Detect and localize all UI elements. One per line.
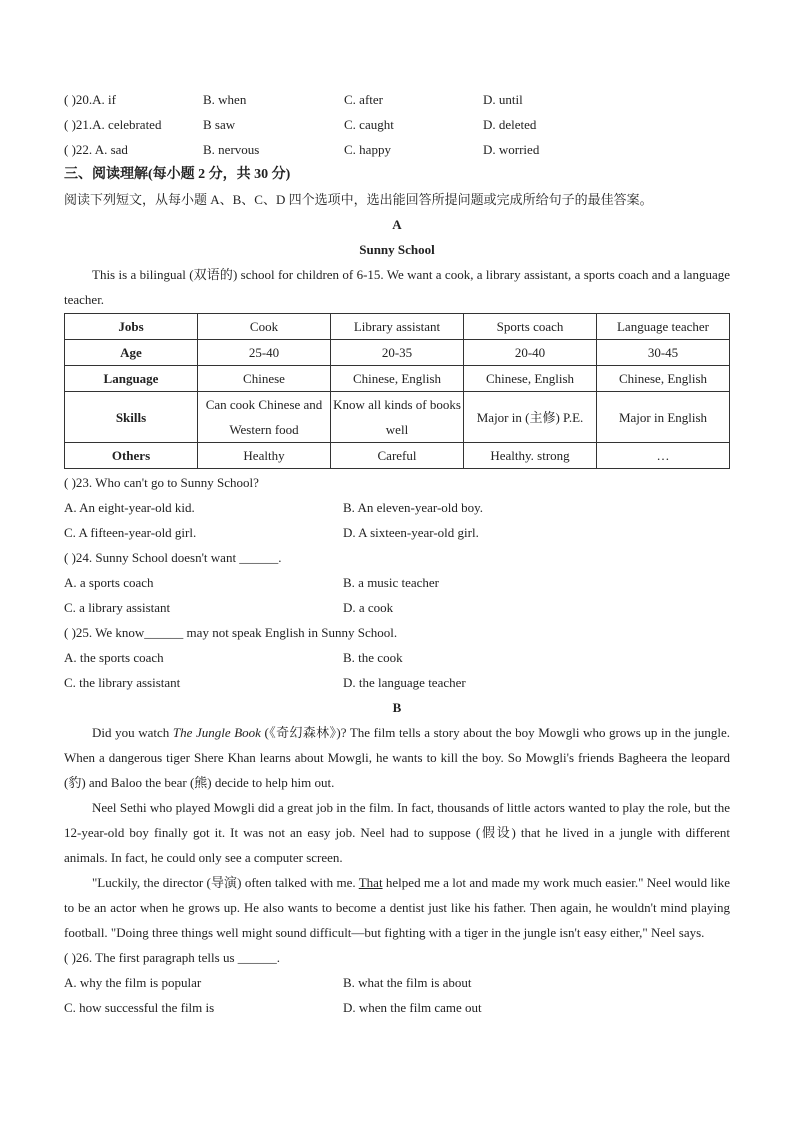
table-cell: Major in (主修) P.E.: [464, 392, 597, 443]
table-row: [65, 443, 730, 469]
table-header-cell: Language teacher: [597, 314, 730, 340]
section-instruction: 阅读下列短文，从每小题 A、B、C、D 四个选项中，选出能回答所提问题或完成所给句子的最佳答案。: [64, 192, 653, 207]
option-b: B. a music teacher: [343, 575, 440, 590]
section-title: 三、阅读理解(每小题 2 分，共 30 分): [64, 167, 291, 182]
question-stem: ( )22. A. sad: [64, 142, 128, 157]
options-row: [64, 520, 730, 545]
option-c: C. caught: [344, 117, 394, 132]
table-header-cell: Cook: [198, 314, 331, 340]
question-23: [64, 470, 730, 495]
text-run: Did you watch: [92, 725, 173, 740]
question-24: [64, 545, 730, 570]
table-row-label: Age: [65, 340, 198, 366]
option-b: B. when: [203, 92, 247, 107]
table-cell: 20-40: [464, 340, 597, 366]
option-b: B. the cook: [343, 650, 403, 665]
option-d: D. worried: [483, 142, 540, 157]
question-stem: ( )21.A. celebrated: [64, 117, 162, 132]
option-d: D. the language teacher: [343, 675, 466, 690]
option-b: B. An eleven-year-old boy.: [343, 500, 484, 515]
table-row: [65, 392, 730, 443]
table-row-label: Others: [65, 443, 198, 469]
underlined-word: That: [358, 875, 383, 890]
option-c: C. the library assistant: [64, 675, 181, 690]
exam-page: [64, 87, 730, 1020]
film-title: The Jungle Book: [172, 725, 261, 740]
option-d: D. A sixteen-year-old girl.: [343, 525, 479, 540]
option-a: A. a sports coach: [64, 575, 154, 590]
table-cell: Careful: [331, 443, 464, 469]
options-row: [64, 595, 730, 620]
passage-a-intro: This is a bilingual (双语的) school for children of 6-15. We want a cook, a library assistant, a sports coach and a language teacher.: [64, 267, 730, 307]
options-row: [64, 970, 730, 995]
option-d: D. deleted: [483, 117, 537, 132]
question-22: [64, 137, 730, 162]
passage-b-paragraph-1: [64, 720, 730, 795]
table-cell: 20-35: [331, 340, 464, 366]
table-cell: Chinese: [198, 366, 331, 392]
table-header-cell: Jobs: [65, 314, 198, 340]
option-d: D. a cook: [343, 600, 394, 615]
passage-b-paragraph-3: [64, 870, 730, 945]
question-stem: ( )20.A. if: [64, 92, 116, 107]
question-stem: ( )24. Sunny School doesn't want ______.: [64, 550, 282, 565]
options-row: [64, 670, 730, 695]
question-stem: ( )25. We know______ may not speak English in Sunny School.: [64, 625, 398, 640]
table-cell: 30-45: [597, 340, 730, 366]
table-row-label: Skills: [65, 392, 198, 443]
option-c: C. after: [344, 92, 383, 107]
table-header-cell: Sports coach: [464, 314, 597, 340]
table-cell: Healthy. strong: [464, 443, 597, 469]
passage-b-paragraph-2: Neel Sethi who played Mowgli did a great job in the film. In fact, thousands of little actors wanted to play the role, but the 12-year-old boy finally got it. It was not an easy job. Neel had to suppose (假设) that he lived in a jungle with different animals. In fact, he could only see a computer screen.: [64, 800, 730, 865]
options-row: [64, 995, 730, 1020]
table-cell: Major in English: [597, 392, 730, 443]
option-c: C. how successful the film is: [64, 1000, 215, 1015]
table-header-row: [65, 314, 730, 340]
passage-a-letter: A: [392, 217, 402, 232]
question-stem: ( )26. The first paragraph tells us ______.: [64, 950, 281, 965]
question-20: [64, 87, 730, 112]
option-d: D. when the film came out: [343, 1000, 482, 1015]
table-cell: …: [597, 443, 730, 469]
passage-a-title: Sunny School: [359, 242, 435, 257]
text-run: "Luckily, the director (导演) often talked with me.: [92, 875, 359, 890]
text-run: (《奇幻森林》)? The film tells a story about the boy Mowgli who grows up in the jungle. When a dangerous tiger Shere Khan learns about Mowgli, he wants to kill the boy. So Mowgli's friends Bagheera the leopard (豹) and Baloo the bear (熊) decide to help him out.: [64, 725, 730, 790]
table-cell: Know all kinds of books well: [331, 392, 464, 443]
table-header-cell: Library assistant: [331, 314, 464, 340]
passage-b-letter: B: [392, 700, 402, 715]
table-cell: Chinese, English: [464, 366, 597, 392]
question-26: [64, 945, 730, 970]
table-row: [65, 366, 730, 392]
option-a: A. why the film is popular: [64, 975, 202, 990]
options-row: [64, 645, 730, 670]
table-cell: Chinese, English: [331, 366, 464, 392]
table-row-label: Language: [65, 366, 198, 392]
question-21: [64, 112, 730, 137]
options-row: [64, 570, 730, 595]
job-table: [64, 313, 730, 469]
table-cell: Can cook Chinese and Western food: [198, 392, 331, 443]
option-a: A. the sports coach: [64, 650, 164, 665]
option-c: C. A fifteen-year-old girl.: [64, 525, 197, 540]
question-25: [64, 620, 730, 645]
text-run: helped me a lot and made my work much easier." Neel would like to be an actor when he grows up. He also wants to become a dentist just like his father. Then again, he wouldn't mind playing football. "Doing three things well might sound difficult—but fighting with a tiger in the jungle isn't easy either," Neel says.: [64, 875, 731, 940]
option-a: A. An eight-year-old kid.: [64, 500, 195, 515]
table-cell: 25-40: [198, 340, 331, 366]
table-row: [65, 340, 730, 366]
table-cell: Healthy: [198, 443, 331, 469]
table-cell: Chinese, English: [597, 366, 730, 392]
option-b: B. nervous: [203, 142, 260, 157]
option-c: C. happy: [344, 142, 391, 157]
option-b: B saw: [203, 117, 236, 132]
options-row: [64, 495, 730, 520]
question-stem: ( )23. Who can't go to Sunny School?: [64, 475, 259, 490]
option-c: C. a library assistant: [64, 600, 171, 615]
option-b: B. what the film is about: [343, 975, 472, 990]
option-d: D. until: [483, 92, 523, 107]
